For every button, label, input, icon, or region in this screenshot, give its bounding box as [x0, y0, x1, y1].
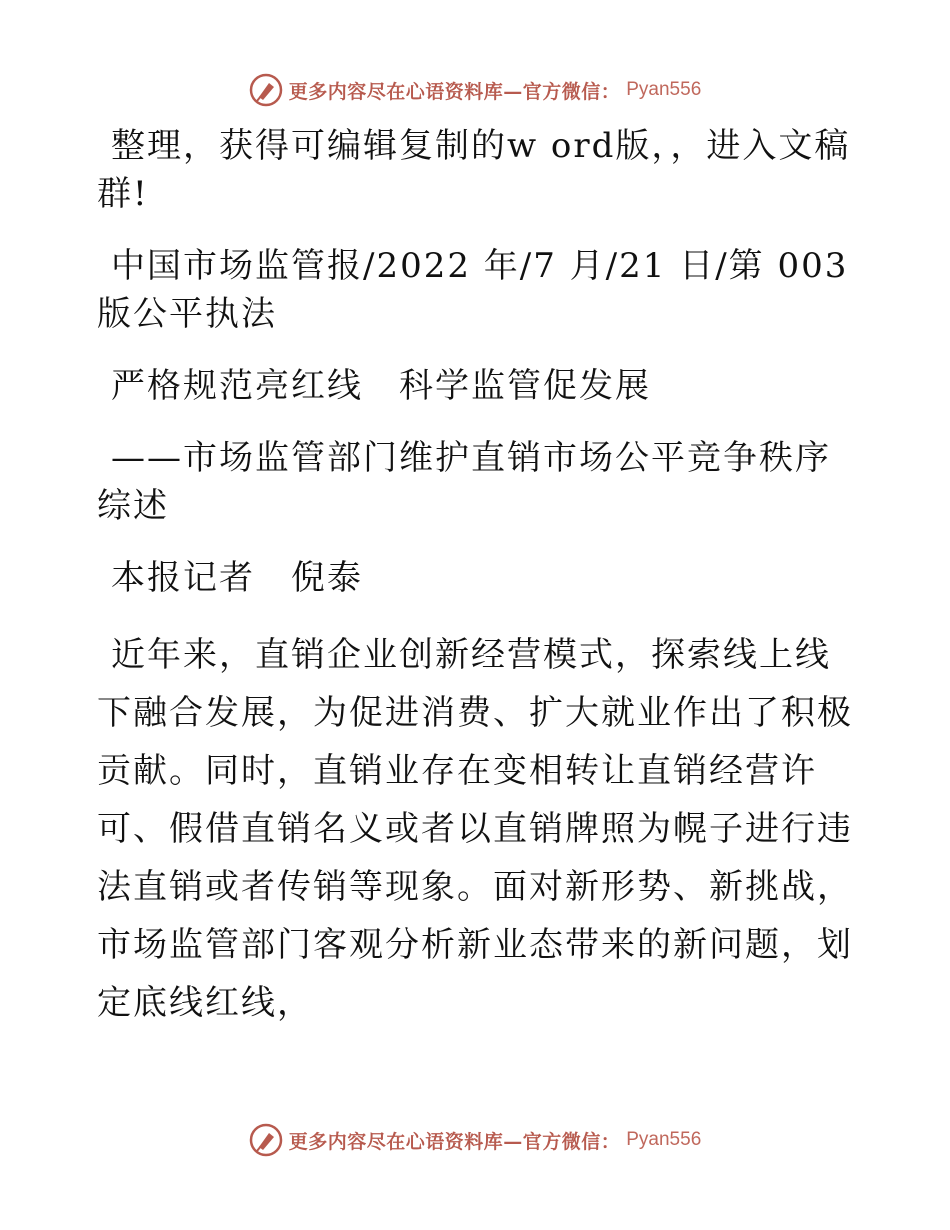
header-banner — [0, 70, 950, 110]
source-line: 中国市场监管报/2022 年/7 月/21 日/第 003 版公平执法 — [97, 246, 849, 334]
header-banner-account: Pyan556 — [626, 79, 702, 100]
intro-text: 整理，获得可编辑复制的w ord版，，进入文稿群! — [97, 126, 851, 214]
footer-banner-text: 更多内容尽在心语资料库—官方微信： — [288, 1130, 621, 1153]
document-content — [97, 122, 857, 1056]
article-title: 严格规范亮红线 科学监管促发展 — [111, 366, 651, 406]
article-subtitle: ——市场监管部门维护直销市场公平竞争秩序综述 — [97, 438, 831, 526]
footer-banner-account: Pyan556 — [626, 1129, 702, 1150]
body-paragraph: 近年来，直销企业创新经营模式，探索线上线下融合发展，为促进消费、扩大就业作出了积极贡献。同时，直销业存在变相转让直销经营许可、假借直销名义或者以直销牌照为幌子进行违法直销或者传销等现象。面对新形势、新挑战，市场监管部门客观分析新业态带来的新问题，划定底线红线， — [97, 635, 853, 1023]
header-banner-text: 更多内容尽在心语资料库—官方微信： — [288, 80, 621, 103]
byline: 本报记者 倪泰 — [111, 558, 363, 598]
pen-logo-icon — [249, 1123, 283, 1157]
footer-banner — [0, 1120, 950, 1160]
pen-logo-icon — [249, 73, 283, 107]
